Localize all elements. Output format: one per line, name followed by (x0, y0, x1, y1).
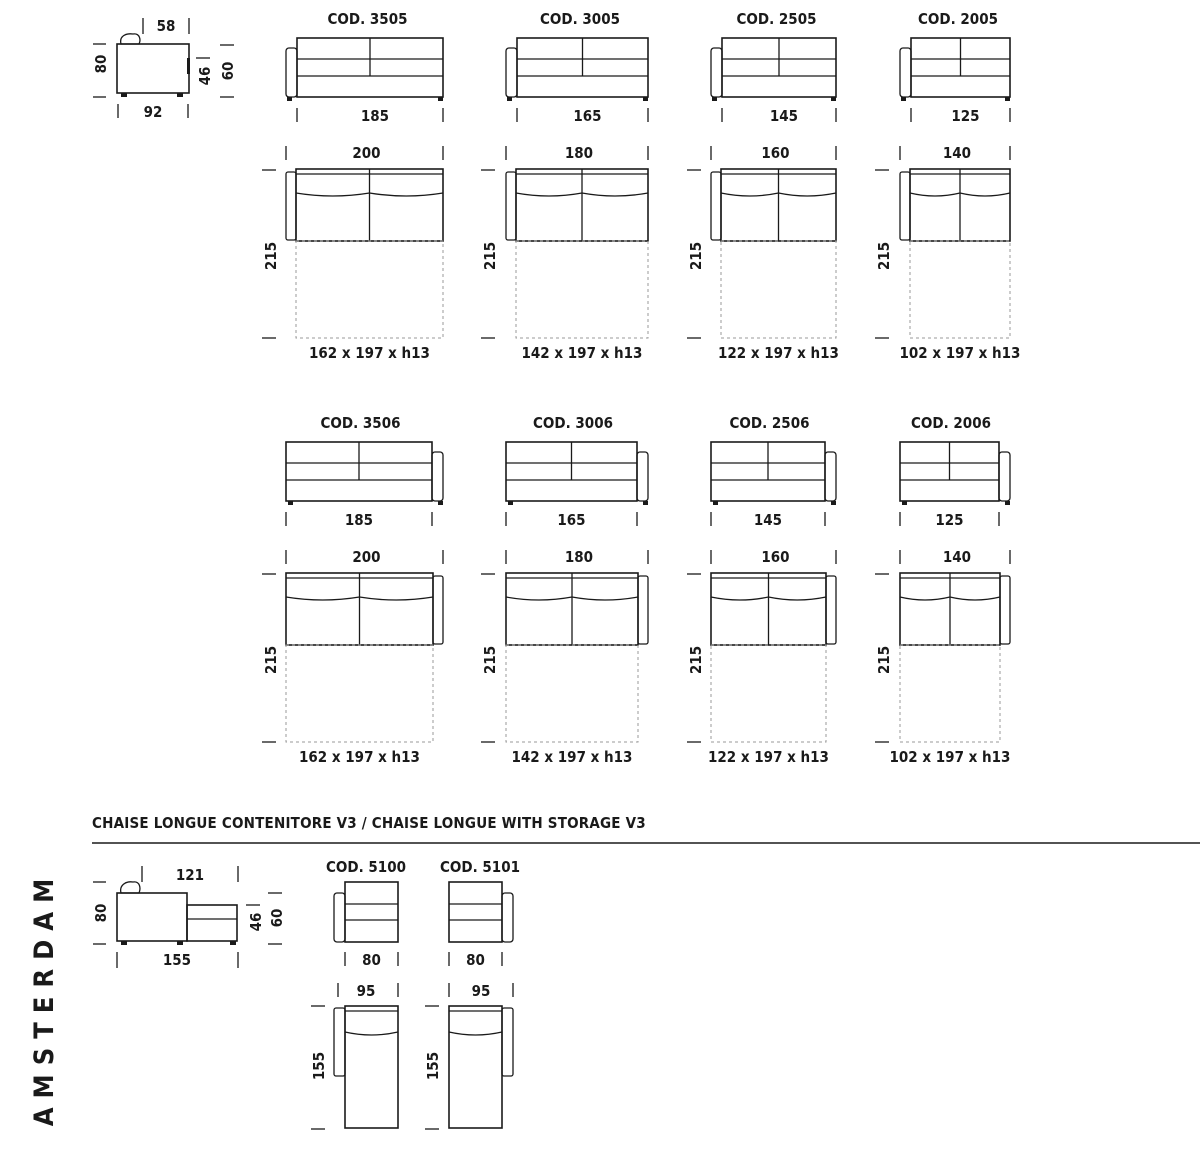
side-seat-edge (187, 58, 190, 74)
mattress-size: 142 x 197 x h13 (521, 344, 643, 362)
chaise-side-arm-height: 60 (268, 908, 286, 928)
front-width: 185 (344, 511, 374, 529)
mattress-size: 142 x 197 x h13 (511, 748, 633, 766)
side-height-total: 80 (92, 54, 110, 74)
row-left-arm-models (262, 10, 1020, 362)
front-arm (286, 48, 297, 97)
chaise-unit-0 (310, 858, 406, 1129)
sofa-unit-2 (687, 10, 839, 362)
model-code: COD. 3506 (320, 414, 401, 432)
sofa-unit-0 (262, 10, 443, 362)
sofa-unit-3 (875, 414, 1010, 766)
depth: 215 (875, 645, 893, 675)
mattress-size: 162 x 197 x h13 (309, 344, 430, 362)
chaise-side-view (92, 866, 286, 969)
chaise-depth: 155 (424, 1051, 442, 1081)
plan-arm (433, 576, 443, 644)
side-cushion-outline (121, 34, 140, 44)
mattress-outline (286, 645, 433, 742)
mattress-size: 162 x 197 x h13 (299, 748, 420, 766)
side-view-sofa (92, 17, 237, 121)
chaise-front-arm (502, 893, 513, 942)
chaise-plan-arm (334, 1008, 345, 1076)
front-width: 125 (935, 511, 964, 529)
front-width: 185 (360, 107, 390, 125)
brand-name: AMSTERDAM (29, 869, 60, 1127)
chaise-plan-width: 95 (471, 982, 491, 1000)
model-code: COD. 3505 (327, 10, 408, 28)
side-height-arm: 60 (219, 61, 237, 81)
depth: 215 (262, 645, 280, 675)
plan-width: 180 (564, 548, 594, 566)
sofa-unit-3 (875, 10, 1020, 362)
plan-arm (826, 576, 836, 644)
model-code: COD. 2006 (911, 414, 991, 432)
plan-width: 160 (761, 548, 790, 566)
depth: 215 (687, 241, 705, 271)
model-code: COD. 2505 (736, 10, 817, 28)
mattress-outline (721, 241, 836, 338)
plan-arm (506, 172, 516, 240)
model-code: COD. 2506 (729, 414, 810, 432)
depth: 215 (481, 645, 499, 675)
front-arm (711, 48, 722, 97)
depth: 215 (481, 241, 499, 271)
chaise-models (310, 858, 520, 1129)
plan-arm (900, 172, 910, 240)
chaise-unit-1 (424, 858, 520, 1129)
front-width: 145 (753, 511, 783, 529)
depth: 215 (262, 241, 280, 271)
mattress-outline (506, 645, 638, 742)
mattress-size: 122 x 197 x h13 (708, 748, 829, 766)
front-arm (999, 452, 1010, 501)
front-arm (432, 452, 443, 501)
sofa-unit-2 (687, 414, 836, 766)
chaise-front-body (345, 882, 398, 942)
sofa-unit-1 (481, 10, 648, 362)
front-width: 145 (769, 107, 799, 125)
row-right-arm-models (262, 414, 1010, 766)
chaise-plan-arm (502, 1008, 513, 1076)
plan-arm (638, 576, 648, 644)
front-arm (900, 48, 911, 97)
mattress-outline (296, 241, 443, 338)
side-width-total: 92 (143, 103, 163, 121)
chaise-front-width: 80 (466, 951, 485, 969)
model-code: COD. 3005 (540, 10, 620, 28)
front-arm (637, 452, 648, 501)
front-width: 125 (951, 107, 980, 125)
chaise-plan-body (449, 1006, 502, 1128)
plan-width: 140 (942, 548, 972, 566)
chaise-front-width: 80 (362, 951, 381, 969)
mattress-outline (910, 241, 1010, 338)
chaise-plan-width: 95 (356, 982, 376, 1000)
side-height-seat: 46 (196, 66, 214, 86)
mattress-size: 122 x 197 x h13 (718, 344, 839, 362)
chaise-code: COD. 5101 (440, 858, 520, 876)
model-code: COD. 2005 (918, 10, 998, 28)
chaise-depth: 155 (310, 1051, 328, 1081)
mattress-outline (900, 645, 1000, 742)
front-arm (506, 48, 517, 97)
mattress-size: 102 x 197 x h13 (899, 344, 1021, 362)
model-code: COD. 3006 (533, 414, 613, 432)
plan-width: 200 (352, 548, 381, 566)
side-body-outline (117, 44, 189, 93)
chaise-side-seat-height: 46 (247, 912, 265, 932)
front-arm (825, 452, 836, 501)
chaise-side-height: 80 (92, 903, 110, 923)
plan-arm (286, 172, 296, 240)
chaise-side-length-total: 155 (162, 951, 192, 969)
chaise-side-length-seat: 121 (175, 866, 205, 884)
mattress-outline (711, 645, 826, 742)
mattress-outline (516, 241, 648, 338)
chaise-front-body (449, 882, 502, 942)
plan-arm (711, 172, 721, 240)
chaise-code: COD. 5100 (326, 858, 406, 876)
front-width: 165 (557, 511, 586, 529)
sofa-unit-1 (481, 414, 648, 766)
side-depth-seat: 58 (156, 17, 176, 35)
plan-arm (1000, 576, 1010, 644)
plan-width: 180 (564, 144, 594, 162)
mattress-size: 102 x 197 x h13 (889, 748, 1011, 766)
front-width: 165 (573, 107, 602, 125)
plan-width: 140 (942, 144, 972, 162)
depth: 215 (875, 241, 893, 271)
plan-width: 200 (352, 144, 381, 162)
chaise-plan-body (345, 1006, 398, 1128)
depth: 215 (687, 645, 705, 675)
chaise-section-title: CHAISE LONGUE CONTENITORE V3 / CHAISE LONGUE WITH STORAGE V3 (92, 814, 646, 832)
sofa-unit-0 (262, 414, 443, 766)
plan-width: 160 (761, 144, 790, 162)
chaise-front-arm (334, 893, 345, 942)
